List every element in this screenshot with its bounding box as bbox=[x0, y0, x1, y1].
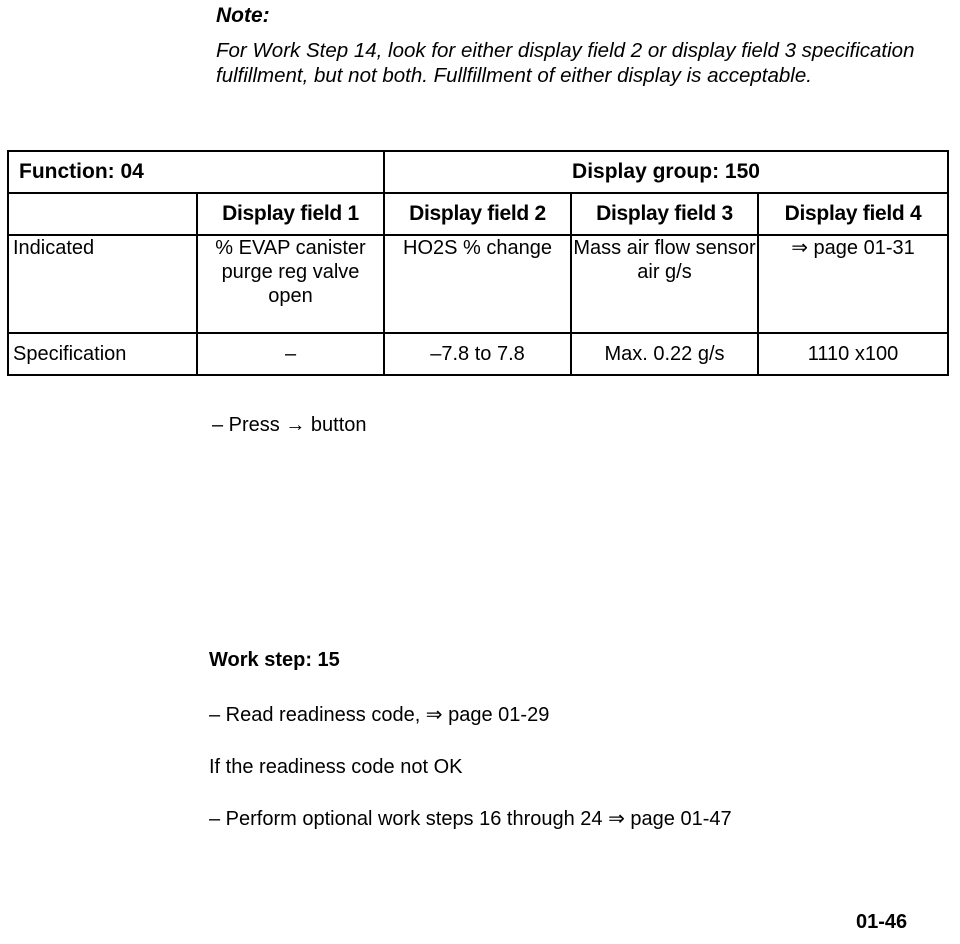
note-body: For Work Step 14, look for either display field 2 or display field 3 specification fulfillment, but not both. Fullfillment of either display is acceptable. bbox=[216, 39, 915, 87]
table-row-specification bbox=[8, 333, 948, 375]
column-header-display-field-4: Display field 4 bbox=[758, 193, 948, 235]
perform-steps-instruction: – Perform optional work steps 16 through 24 ⇒ page 01-47 bbox=[209, 808, 732, 830]
cell-spec-field-4: 1110 x100 bbox=[758, 333, 948, 375]
row-label-indicated: Indicated bbox=[8, 235, 197, 333]
function-label: Function: 04 bbox=[8, 151, 384, 193]
table-header-row bbox=[8, 151, 948, 193]
column-header-empty bbox=[8, 193, 197, 235]
cell-spec-field-3: Max. 0.22 g/s bbox=[571, 333, 758, 375]
column-header-display-field-1: Display field 1 bbox=[197, 193, 384, 235]
column-header-display-field-2: Display field 2 bbox=[384, 193, 571, 235]
cell-spec-field-1: – bbox=[197, 333, 384, 375]
cell-indicated-field-3: Mass air flow sensor air g/s bbox=[571, 235, 758, 333]
read-readiness-instruction: – Read readiness code, ⇒ page 01-29 bbox=[209, 704, 550, 726]
table-row-indicated bbox=[8, 235, 948, 333]
press-button-instruction: – Press → button bbox=[212, 414, 367, 436]
row-label-specification: Specification bbox=[8, 333, 197, 375]
cell-indicated-field-2: HO2S % change bbox=[384, 235, 571, 333]
column-header-display-field-3: Display field 3 bbox=[571, 193, 758, 235]
readiness-condition: If the readiness code not OK bbox=[209, 756, 463, 778]
note-title: Note: bbox=[216, 4, 270, 27]
column-header-row bbox=[8, 193, 948, 235]
display-group-label: Display group: 150 bbox=[384, 151, 948, 193]
cell-spec-field-2: –7.8 to 7.8 bbox=[384, 333, 571, 375]
work-step-title: Work step: 15 bbox=[209, 649, 340, 671]
display-group-table bbox=[7, 150, 949, 376]
cell-indicated-field-1: % EVAP canister purge reg valve open bbox=[197, 235, 384, 333]
page-number: 01-46 bbox=[856, 911, 908, 933]
cell-indicated-field-4: ⇒ page 01-31 bbox=[758, 235, 948, 333]
